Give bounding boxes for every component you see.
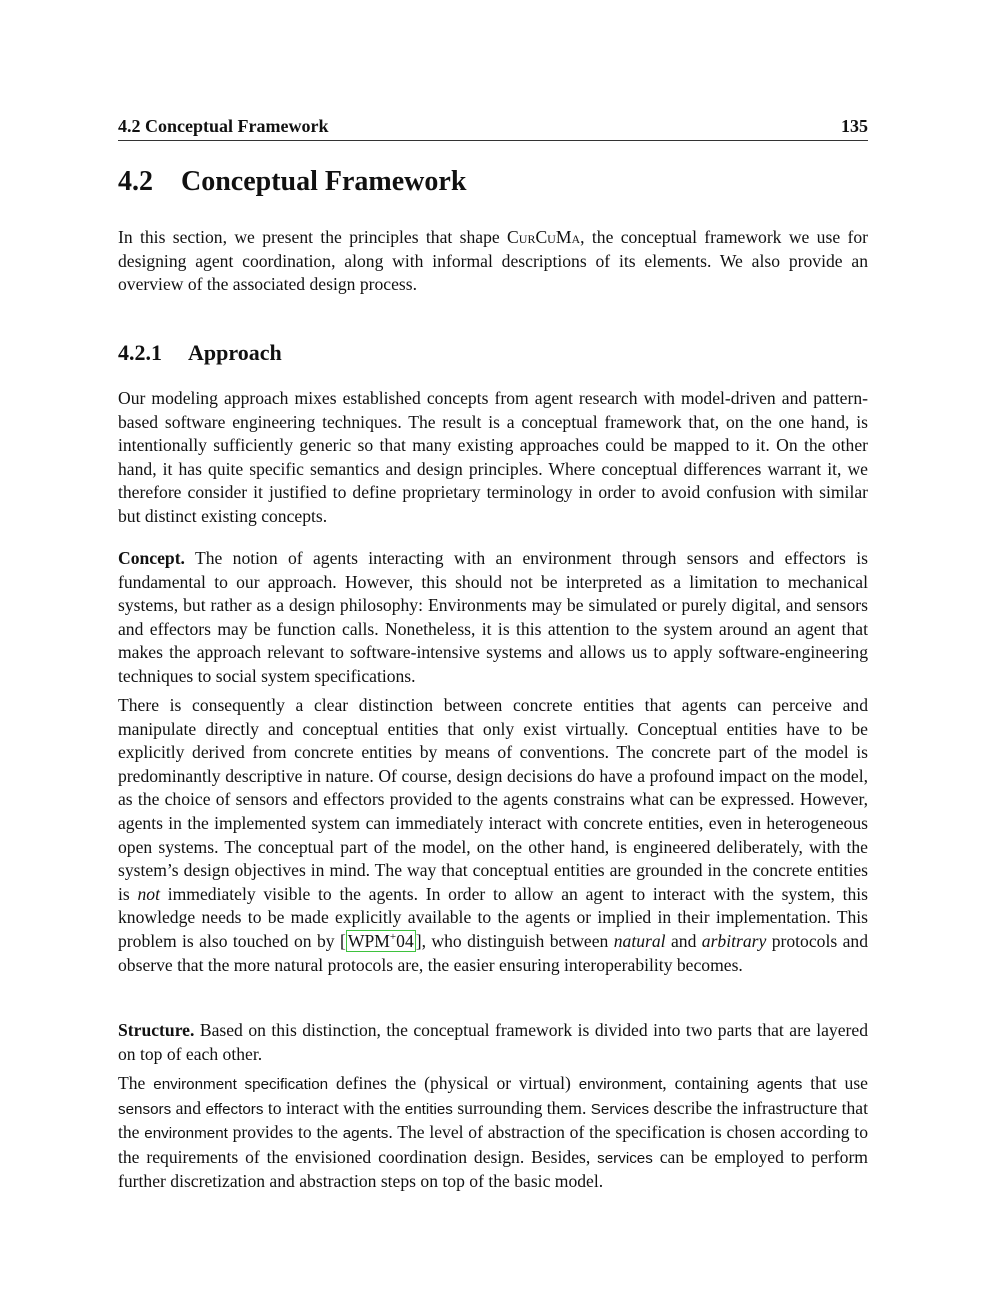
framework-name: CurCuMa bbox=[507, 227, 581, 247]
term-effectors: effectors bbox=[205, 1100, 264, 1118]
concept-paragraph bbox=[118, 547, 868, 689]
running-header-title: 4.2 Conceptual Framework bbox=[118, 116, 329, 136]
citation-link[interactable] bbox=[346, 930, 416, 952]
env-text-7: surrounding them. bbox=[452, 1097, 591, 1118]
intro-paragraph bbox=[118, 226, 868, 297]
distinction-text-2: immediately visible to the agents. In order to allow an agent to interact with the system, this knowledge needs to be made explicitly available to the agents or implied in their implementation. This problem is also touched on by bbox=[118, 883, 868, 951]
term-sensors: sensors bbox=[118, 1100, 172, 1118]
approach-paragraph bbox=[118, 387, 868, 529]
approach-text: Our modeling approach mixes established concepts from agent research with model-driven and pattern-based software engineering techniques. The result is a conceptual framework that, on the one hand, is intentionally sufficiently generic so that many existing approaches could be mapped to it. On the other hand, it has quite specific semantics and design principles. Where conceptual differences warrant it, we therefore consider it justified to define proprietary terminology in order to avoid confusion with similar but distinct existing concepts. bbox=[118, 388, 868, 526]
distinction-text-3: , who distinguish between bbox=[421, 930, 614, 951]
structure-text: Based on this distinction, the conceptual framework is divided into two parts that are layered on top of each other. bbox=[118, 1020, 868, 1064]
intro-text-2: , the conceptual framework we use for designing agent coordination, along with informal descriptions of its elements. We also provide an overview of the associated design process. bbox=[118, 227, 868, 295]
env-text-9: provides to the bbox=[227, 1122, 343, 1143]
term-entities: entities bbox=[404, 1100, 453, 1118]
env-text-10: . The level of abstraction of the specification is chosen according to the requirements of the envisioned coordination design. Besides, bbox=[118, 1122, 868, 1167]
env-text-3: , containing bbox=[662, 1073, 757, 1093]
section-number: 4.2 bbox=[118, 166, 153, 197]
subsection-number: 4.2.1 bbox=[118, 340, 162, 365]
subsection-title: Approach bbox=[188, 340, 282, 365]
subsection-heading bbox=[118, 340, 282, 366]
term-agents-2: agents bbox=[342, 1125, 389, 1143]
page-number: 135 bbox=[841, 116, 868, 136]
emphasis-not: not bbox=[137, 883, 160, 904]
distinction-text-5: protocols and observe that the more natural protocols are, the easier ensuring interoperability becomes. bbox=[118, 930, 868, 975]
citation-year: 04 bbox=[396, 930, 414, 951]
structure-paragraph bbox=[118, 1019, 868, 1066]
emphasis-natural: natural bbox=[613, 930, 666, 951]
term-services: Services bbox=[590, 1100, 650, 1118]
distinction-text-1: There is consequently a clear distinction between concrete entities that agents can perceive and manipulate directly and conceptual entities that only exist virtually. Conceptual entities have to be explicitly derived from concrete entities by means of conventions. The concrete part of the model is predominantly descriptive in nature. Of course, design decisions do have a profound impact on the model, as the choice of sensors and effectors provided to the agents constrains what can be expressed. However, agents in the implemented system can immediately interact with concrete entities, even in heterogeneous open systems. The conceptual part of the model, on the other hand, is engineered deliberately, with the system’s design objectives in mind. The way that conceptual entities are grounded in the concrete entities is bbox=[118, 695, 868, 904]
env-text-2: defines the (physical or virtual) bbox=[328, 1073, 579, 1093]
env-text-1: The bbox=[118, 1073, 154, 1093]
distinction-text-4: and bbox=[665, 930, 702, 951]
env-text-6: to interact with the bbox=[263, 1097, 405, 1118]
distinction-paragraph: There is consequently a clear distinction between concrete entities that agents can perceive and manipulate directly and conceptual entities that only exist virtually. Conceptual entities have to be explicitly derived from concrete entities by means of conventions. The concrete part of the model is predominantly descriptive in nature. Of course, design decisions do have a profound impact on the model, as the choice of sensors and effectors provided to the agents constrains what can be expressed. However, agents in the implemented system can immediately interact with concrete entities, even in heterogeneous open systems. The conceptual part of the model, on the other hand, is engineered deliberately, with the system’s design objectives in mind. The way that conceptual entities are grounded in the concrete entities is not immediately visible to the agents. In order to allow an agent to interact with the system, this knowledge needs to be made explicitly available to the agents or implied in their implementation. This problem is also touched on by [ WPM+04 ], who distinguish between natural and arbitrary protocols and observe that the more natural protocols are, the easier ensuring interoperability becomes. bbox=[118, 695, 868, 975]
env-text-4: that use bbox=[802, 1073, 868, 1093]
running-header bbox=[118, 116, 868, 141]
term-environment-2: environment bbox=[144, 1125, 228, 1143]
environment-paragraph bbox=[118, 1072, 868, 1194]
citation-sup: + bbox=[389, 931, 397, 944]
concept-label: Concept. bbox=[118, 548, 185, 568]
term-environment: environment bbox=[578, 1076, 663, 1093]
env-text-11: can be employed to perform further discretization and abstraction steps on top of the basic model. bbox=[118, 1146, 868, 1192]
term-agents: agents bbox=[756, 1076, 803, 1093]
emphasis-arbitrary: arbitrary bbox=[701, 930, 767, 951]
section-title: Conceptual Framework bbox=[181, 166, 467, 197]
section-heading bbox=[118, 166, 466, 198]
structure-label: Structure. bbox=[118, 1020, 195, 1040]
term-services-2: services bbox=[597, 1149, 653, 1167]
env-text-5: and bbox=[171, 1097, 206, 1118]
env-text-8: describe the infrastructure that the bbox=[118, 1097, 869, 1143]
citation-key: WPM bbox=[347, 930, 390, 951]
intro-text-1: In this section, we present the principles that shape bbox=[118, 227, 508, 247]
term-environment-specification: environment specification bbox=[153, 1076, 329, 1093]
concept-text: The notion of agents interacting with an environment through sensors and effectors is fundamental to our approach. However, this should not be interpreted as a limitation to mechanical systems, but rather as a design philosophy: Environments may be simulated or purely digital, and sensors and effectors may be function calls. Nonetheless, it is this attention to the system around an agent that makes the approach relevant to software-intensive systems and allows us to apply software-engineering techniques to social system specifications. bbox=[118, 548, 868, 686]
